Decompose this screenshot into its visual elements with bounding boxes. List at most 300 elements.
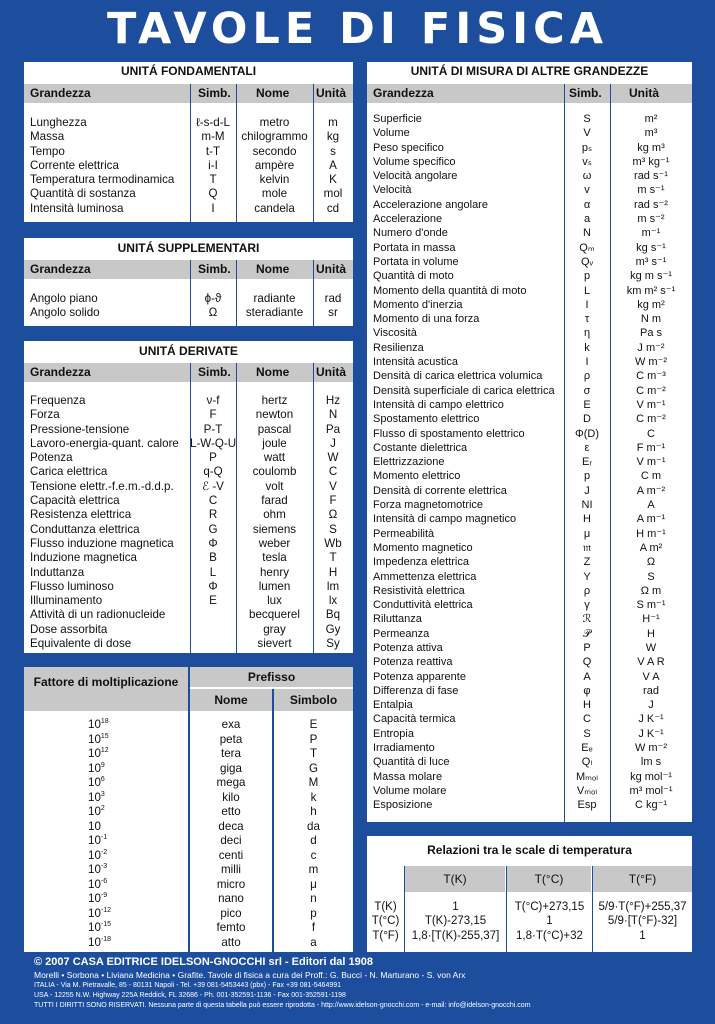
cell-row-label: T(°F) bbox=[372, 929, 399, 942]
table-row bbox=[24, 623, 353, 637]
table-row bbox=[24, 878, 353, 893]
cell-grandezza: Conduttanza elettrica bbox=[30, 522, 140, 536]
table-row bbox=[367, 126, 692, 140]
cell-nome: sievert bbox=[257, 637, 292, 651]
cell-fattore bbox=[88, 762, 105, 777]
cell-f: 5/9·T(°F)+255,37 bbox=[598, 901, 687, 913]
table-row bbox=[24, 551, 353, 565]
cell-grandezza: Numero d'onde bbox=[373, 227, 448, 240]
cell-nome: deci bbox=[220, 834, 242, 847]
table-row bbox=[24, 116, 353, 130]
cell-nome: farad bbox=[261, 494, 288, 508]
cell-nome: henry bbox=[259, 565, 289, 579]
cell-grandezza: Pressione-tensione bbox=[30, 422, 130, 436]
cell-grandezza: Lavoro-energia-quant. calore bbox=[30, 436, 179, 450]
header-nome: Nome bbox=[256, 262, 290, 276]
table-row bbox=[367, 598, 692, 612]
cell-simbolo: μ bbox=[310, 877, 317, 891]
table-row bbox=[24, 145, 353, 159]
cell-unita: J K⁻¹ bbox=[638, 713, 664, 726]
table-row bbox=[24, 805, 353, 820]
cell-simbolo: L bbox=[209, 565, 217, 579]
cell-grandezza: Intensità luminosa bbox=[30, 201, 124, 215]
cell-simbolo: E bbox=[583, 398, 591, 411]
temp-header-c: T(°C) bbox=[507, 866, 591, 892]
panel-title: Relazioni tra le scale di temperatura bbox=[427, 843, 632, 857]
factor-exponent: 6 bbox=[100, 776, 105, 784]
cell-unita: lx bbox=[328, 594, 338, 608]
cell-nome: lux bbox=[267, 594, 282, 608]
cell-nome: ampère bbox=[254, 158, 295, 172]
cell-grandezza: Frequenza bbox=[30, 394, 86, 407]
cell-grandezza: Intensità di campo elettrico bbox=[373, 398, 504, 411]
table-row bbox=[367, 741, 692, 755]
cell-grandezza: Volume bbox=[373, 127, 410, 140]
table-row bbox=[367, 412, 692, 426]
cell-simbolo: τ bbox=[584, 313, 590, 326]
cell-simbolo: Y bbox=[583, 570, 591, 583]
cell-simbolo: ϕ-ϑ bbox=[204, 292, 222, 305]
table-row bbox=[24, 776, 353, 791]
panel-title: UNITÁ DERIVATE bbox=[139, 344, 238, 358]
header-unita: Unità bbox=[316, 86, 346, 100]
cell-simbolo: η bbox=[583, 327, 591, 340]
cell-simbolo: ρ bbox=[583, 584, 591, 597]
table-row bbox=[24, 747, 353, 762]
cell-unita: V A R bbox=[637, 656, 665, 669]
cell-grandezza: Quantità di luce bbox=[373, 756, 450, 769]
cell-simbolo: da bbox=[307, 819, 320, 833]
footer-address-italy: ITALIA - Via M. Pietravalle, 85 - 80131 Napoli - Tel. +39 081-5453443 (pbx) - Fax +39 081-5464991 bbox=[34, 982, 342, 989]
cell-simbolo: α bbox=[583, 198, 591, 211]
cell-simbolo: ν-f bbox=[206, 394, 220, 407]
cell-grandezza: Illuminamento bbox=[30, 594, 103, 608]
cell-unita: Bq bbox=[325, 608, 341, 622]
cell-nome: tera bbox=[221, 747, 241, 760]
table-row bbox=[24, 537, 353, 551]
cell-simbolo: Eₑ bbox=[581, 742, 593, 755]
table-row bbox=[24, 480, 353, 494]
cell-simbolo: ℰ -V bbox=[202, 479, 224, 493]
cell-simbolo: Esp bbox=[577, 799, 597, 812]
table-row bbox=[367, 198, 692, 212]
cell-simbolo: p bbox=[310, 906, 317, 920]
factor-exponent: -2 bbox=[100, 848, 108, 856]
table-row bbox=[24, 892, 353, 907]
cell-grandezza: Entropia bbox=[373, 727, 414, 740]
cell-unita: Sy bbox=[326, 637, 340, 651]
table-row bbox=[367, 900, 692, 914]
cell-simbolo: 𝒫 bbox=[583, 627, 591, 640]
table-row bbox=[367, 798, 692, 812]
cell-unita: W bbox=[645, 641, 657, 654]
table-row bbox=[367, 584, 692, 598]
cell-c: T(°C)+273,15 bbox=[514, 901, 585, 913]
cell-unita: Pa s bbox=[639, 327, 662, 340]
cell-unita: cd bbox=[326, 201, 340, 215]
cell-nome: micro bbox=[216, 877, 246, 891]
cell-simbolo: E bbox=[309, 718, 318, 731]
table-row bbox=[367, 541, 692, 555]
cell-grandezza: Capacità termica bbox=[373, 713, 456, 726]
factor-base: 10 bbox=[88, 790, 101, 804]
cell-unita: lm s bbox=[640, 756, 662, 769]
table-row bbox=[367, 112, 692, 126]
cell-grandezza: Potenza apparente bbox=[373, 670, 466, 683]
cell-simbolo: H bbox=[583, 699, 591, 712]
cell-unita: C m bbox=[640, 470, 662, 483]
temp-header-k: T(K) bbox=[405, 866, 505, 892]
cell-grandezza: Induzione magnetica bbox=[30, 551, 137, 565]
factor-exponent: 15 bbox=[100, 732, 109, 740]
table-row bbox=[24, 936, 353, 951]
cell-row-label: T(°C) bbox=[371, 915, 400, 928]
header-fattore: Fattore di moltiplicazione bbox=[24, 667, 188, 711]
cell-simbolo: T bbox=[309, 747, 318, 760]
factor-base: 10 bbox=[88, 718, 101, 731]
cell-simbolo: a bbox=[583, 213, 591, 226]
panel-altre bbox=[367, 62, 692, 822]
cell-simbolo: D bbox=[583, 413, 591, 426]
table-row bbox=[367, 612, 692, 626]
cell-unita: Pa bbox=[325, 422, 341, 436]
table-row bbox=[367, 269, 692, 283]
cell-grandezza: Forza bbox=[30, 408, 60, 422]
table-row bbox=[367, 684, 692, 698]
cell-nome: pico bbox=[220, 906, 242, 920]
cell-nome: etto bbox=[221, 805, 241, 818]
cell-nome: gray bbox=[263, 622, 286, 636]
table-row bbox=[367, 169, 692, 183]
cell-simbolo: J bbox=[584, 484, 590, 497]
header-grandezza: Grandezza bbox=[373, 86, 434, 100]
table-row bbox=[24, 159, 353, 173]
header-grandezza: Grandezza bbox=[30, 262, 91, 276]
cell-k: 1 bbox=[452, 901, 459, 913]
table-row bbox=[367, 141, 692, 155]
cell-grandezza: Densità superficiale di carica elettrica bbox=[373, 384, 555, 397]
cell-unita: rad s⁻² bbox=[634, 198, 668, 211]
table-header bbox=[367, 84, 692, 103]
table-row bbox=[24, 130, 353, 144]
cell-unita: J bbox=[330, 436, 336, 450]
factor-exponent: 3 bbox=[100, 790, 105, 798]
table-row bbox=[367, 355, 692, 369]
cell-simbolo: Q bbox=[208, 187, 218, 201]
table-row bbox=[367, 384, 692, 398]
table-row bbox=[24, 594, 353, 608]
factor-base: 10 bbox=[88, 863, 101, 876]
cell-simbolo: pₛ bbox=[581, 141, 593, 154]
cell-grandezza: Volume specifico bbox=[373, 155, 456, 168]
cell-nome: coulomb bbox=[252, 465, 297, 479]
cell-grandezza: Viscosità bbox=[373, 327, 417, 340]
cell-nome: exa bbox=[221, 718, 241, 731]
header-simbolo: Simbolo bbox=[274, 689, 353, 711]
cell-unita: Ω bbox=[328, 508, 338, 522]
cell-nome: pascal bbox=[257, 422, 292, 436]
cell-grandezza: Angolo piano bbox=[30, 292, 98, 305]
cell-simbolo: p bbox=[583, 270, 591, 283]
table-row bbox=[24, 566, 353, 580]
cell-unita: C m⁻³ bbox=[636, 370, 666, 383]
cell-grandezza: Superficie bbox=[373, 113, 422, 125]
cell-grandezza: Permeanza bbox=[373, 627, 430, 640]
cell-unita: S bbox=[647, 570, 655, 583]
cell-simbolo: f bbox=[311, 921, 316, 934]
cell-nome: ohm bbox=[263, 508, 286, 522]
cell-simbolo: M bbox=[308, 776, 319, 789]
table-row bbox=[367, 627, 692, 641]
table-row bbox=[367, 527, 692, 541]
cell-nome: milli bbox=[221, 863, 241, 876]
table-row bbox=[367, 570, 692, 584]
cell-unita: H bbox=[328, 565, 338, 579]
table-row bbox=[367, 712, 692, 726]
cell-grandezza: Massa molare bbox=[373, 770, 443, 783]
cell-simbolo: v bbox=[584, 184, 590, 197]
header-nome: Nome bbox=[256, 365, 290, 379]
cell-simbolo: A bbox=[583, 670, 591, 683]
cell-grandezza: Lunghezza bbox=[30, 116, 87, 129]
cell-fattore bbox=[88, 776, 105, 791]
cell-grandezza: Portata in massa bbox=[373, 241, 456, 254]
cell-unita: Ω bbox=[646, 556, 656, 569]
cell-unita: m s⁻¹ bbox=[637, 184, 665, 197]
cell-simbolo: P-T bbox=[203, 422, 223, 436]
cell-grandezza: Massa bbox=[30, 130, 65, 144]
cell-c: 1 bbox=[546, 915, 553, 928]
cell-nome: watt bbox=[263, 451, 286, 465]
table-row bbox=[24, 523, 353, 537]
cell-nome: metro bbox=[259, 116, 290, 129]
cell-fattore bbox=[88, 805, 105, 820]
cell-simbolo: p bbox=[583, 470, 591, 483]
cell-c: 1,8·T(°C)+32 bbox=[516, 929, 583, 942]
table-row bbox=[24, 423, 353, 437]
cell-grandezza: Velocità angolare bbox=[373, 170, 458, 183]
cell-fattore bbox=[88, 921, 111, 936]
cell-row-label: T(K) bbox=[374, 901, 397, 913]
footer bbox=[34, 955, 704, 1011]
factor-base: 10 bbox=[88, 776, 101, 789]
table-header bbox=[24, 363, 353, 382]
cell-fattore bbox=[88, 907, 111, 922]
table-row bbox=[24, 820, 353, 835]
cell-simbolo: 𝔪 bbox=[582, 541, 592, 554]
cell-unita: S m⁻¹ bbox=[636, 599, 666, 612]
table-row bbox=[367, 929, 692, 943]
cell-unita: H bbox=[647, 627, 655, 640]
cell-unita: kg bbox=[326, 130, 340, 144]
table-row bbox=[367, 241, 692, 255]
cell-grandezza: Intensità acustica bbox=[373, 356, 458, 369]
cell-grandezza: Elettrizzazione bbox=[373, 456, 445, 469]
cell-fattore bbox=[88, 791, 105, 806]
cell-f: 5/9·[T(°F)-32] bbox=[607, 915, 678, 928]
cell-simbolo: R bbox=[208, 508, 218, 522]
cell-unita: Hz bbox=[325, 394, 341, 407]
header-simbolo: Simb. bbox=[569, 86, 602, 100]
cell-simbolo: C bbox=[208, 494, 218, 508]
cell-unita: W m⁻² bbox=[634, 742, 668, 755]
cell-simbolo: T bbox=[209, 173, 217, 187]
cell-nome: secondo bbox=[252, 144, 297, 158]
table-row bbox=[367, 226, 692, 240]
table-row bbox=[24, 791, 353, 806]
cell-grandezza: Dose assorbita bbox=[30, 622, 108, 636]
header-simbolo: Simb. bbox=[198, 365, 231, 379]
cell-grandezza: Conduttività elettrica bbox=[373, 599, 473, 612]
cell-k: 1,8·[T(K)-255,37] bbox=[411, 929, 500, 942]
cell-simbolo: k bbox=[310, 790, 317, 804]
cell-nome: hertz bbox=[261, 394, 288, 407]
cell-unita: F m⁻¹ bbox=[636, 441, 666, 454]
cell-unita: N m bbox=[640, 313, 662, 326]
cell-simbolo: μ bbox=[583, 527, 591, 540]
cell-unita: kg m³ bbox=[637, 141, 665, 154]
cell-simbolo: m bbox=[308, 863, 319, 876]
cell-nome: deca bbox=[218, 819, 244, 833]
cell-fattore bbox=[88, 849, 107, 864]
cell-nome: newton bbox=[255, 408, 294, 422]
cell-grandezza: Momento della quantità di moto bbox=[373, 284, 527, 297]
panel-title: UNITÁ FONDAMENTALI bbox=[120, 64, 257, 78]
factor-exponent: -1 bbox=[100, 834, 108, 842]
cell-grandezza: Corrente elettrica bbox=[30, 158, 119, 172]
cell-grandezza: Equivalente di dose bbox=[30, 637, 132, 651]
cell-fattore bbox=[88, 820, 101, 835]
table-row bbox=[367, 284, 692, 298]
cell-nome: candela bbox=[254, 201, 295, 215]
cell-simbolo: Φ bbox=[208, 536, 218, 550]
cell-unita: A bbox=[329, 158, 337, 172]
cell-simbolo: Vₘₒₗ bbox=[576, 784, 598, 797]
header-nome: Nome bbox=[256, 86, 290, 100]
cell-simbolo: c bbox=[310, 848, 317, 862]
cell-simbolo: Mₘₒₗ bbox=[576, 770, 598, 783]
cell-f: 1 bbox=[639, 929, 646, 942]
factor-base: 10 bbox=[88, 819, 101, 833]
cell-simbolo: L bbox=[583, 284, 591, 297]
cell-unita: rad s⁻¹ bbox=[634, 170, 668, 183]
cell-unita: m² bbox=[644, 113, 658, 125]
cell-grandezza: Carica elettrica bbox=[30, 465, 108, 479]
cell-grandezza: Tensione elettr.-f.e.m.-d.d.p. bbox=[30, 479, 174, 493]
cell-fattore bbox=[88, 747, 109, 762]
table-row bbox=[367, 155, 692, 169]
cell-unita: V m⁻¹ bbox=[636, 398, 666, 411]
cell-nome: joule bbox=[262, 436, 287, 450]
cell-simbolo: d bbox=[310, 834, 317, 847]
cell-fattore bbox=[88, 892, 107, 907]
cell-grandezza: Permeabilità bbox=[373, 527, 435, 540]
cell-simbolo: Φ(D) bbox=[574, 427, 600, 440]
cell-grandezza: Quantità di sostanza bbox=[30, 187, 136, 201]
table-row bbox=[367, 755, 692, 769]
header-prefisso: Prefisso bbox=[190, 667, 353, 687]
cell-unita: s bbox=[330, 144, 336, 158]
cell-unita: V bbox=[329, 479, 337, 493]
cell-nome: weber bbox=[258, 536, 291, 550]
cell-simbolo: σ bbox=[583, 384, 591, 397]
cell-grandezza: Attività di un radionucleide bbox=[30, 608, 166, 622]
cell-unita: m³ s⁻¹ bbox=[635, 255, 667, 268]
cell-simbolo: Qₘ bbox=[579, 241, 595, 254]
cell-nome: femto bbox=[216, 921, 246, 934]
header-nome: Nome bbox=[190, 689, 272, 711]
cell-grandezza: Forza magnetomotrice bbox=[373, 499, 484, 512]
cell-nome: chilogrammo bbox=[241, 130, 308, 144]
cell-nome: tesla bbox=[262, 551, 287, 565]
cell-fattore bbox=[88, 718, 109, 733]
cell-unita: F bbox=[329, 494, 337, 508]
cell-simbolo: N bbox=[583, 227, 591, 240]
cell-grandezza: Capacità elettrica bbox=[30, 494, 120, 508]
cell-unita: sr bbox=[328, 306, 338, 320]
header-unita: Unità bbox=[316, 262, 346, 276]
cell-unita: Ω m bbox=[640, 584, 662, 597]
table-row bbox=[367, 641, 692, 655]
cell-grandezza: Potenza bbox=[30, 451, 73, 465]
cell-unita: V A bbox=[642, 670, 660, 683]
table-row bbox=[24, 733, 353, 748]
cell-grandezza: Tempo bbox=[30, 144, 65, 158]
factor-exponent: -12 bbox=[100, 906, 112, 914]
cell-grandezza: Ammettenza elettrica bbox=[373, 570, 477, 583]
table-row bbox=[367, 727, 692, 741]
cell-grandezza: Accelerazione bbox=[373, 213, 443, 226]
table-row bbox=[24, 173, 353, 187]
cell-nome: peta bbox=[219, 732, 243, 746]
table-row bbox=[24, 292, 353, 306]
cell-simbolo: a bbox=[310, 935, 317, 949]
cell-unita: C m⁻² bbox=[636, 413, 666, 426]
cell-grandezza: Flusso induzione magnetica bbox=[30, 536, 174, 550]
cell-nome: centi bbox=[218, 848, 244, 862]
table-row bbox=[24, 863, 353, 878]
cell-unita: V m⁻¹ bbox=[636, 456, 666, 469]
factor-exponent: 12 bbox=[100, 747, 109, 755]
footer-copyright: © 2007 CASA EDITRICE IDELSON-GNOCCHI srl - Editori dal 1908 bbox=[34, 956, 373, 968]
cell-grandezza: Potenza attiva bbox=[373, 641, 443, 654]
panel-temperatura bbox=[367, 836, 692, 952]
factor-exponent: 9 bbox=[100, 761, 105, 769]
table-row bbox=[367, 255, 692, 269]
cell-simbolo: γ bbox=[584, 599, 590, 612]
table-row bbox=[24, 608, 353, 622]
factor-base: 10 bbox=[88, 877, 101, 891]
header-unita: Unità bbox=[629, 86, 659, 100]
cell-grandezza: Esposizione bbox=[373, 799, 433, 812]
cell-fattore bbox=[88, 863, 107, 878]
cell-simbolo: Eᵣ bbox=[582, 456, 592, 469]
factor-base: 10 bbox=[88, 848, 101, 862]
cell-simbolo: Q bbox=[582, 656, 592, 669]
table-row bbox=[24, 408, 353, 422]
cell-unita: kg m² bbox=[637, 298, 665, 311]
table-row bbox=[367, 326, 692, 340]
cell-grandezza: Volume molare bbox=[373, 784, 447, 797]
cell-simbolo: NI bbox=[581, 499, 593, 512]
cell-unita: m³ kg⁻¹ bbox=[632, 155, 670, 168]
cell-unita: T bbox=[329, 551, 337, 565]
cell-unita: rad bbox=[324, 292, 342, 305]
cell-simbolo: P bbox=[583, 641, 591, 654]
table-row bbox=[367, 555, 692, 569]
cell-simbolo: S bbox=[583, 113, 591, 125]
cell-simbolo: k bbox=[584, 341, 590, 354]
